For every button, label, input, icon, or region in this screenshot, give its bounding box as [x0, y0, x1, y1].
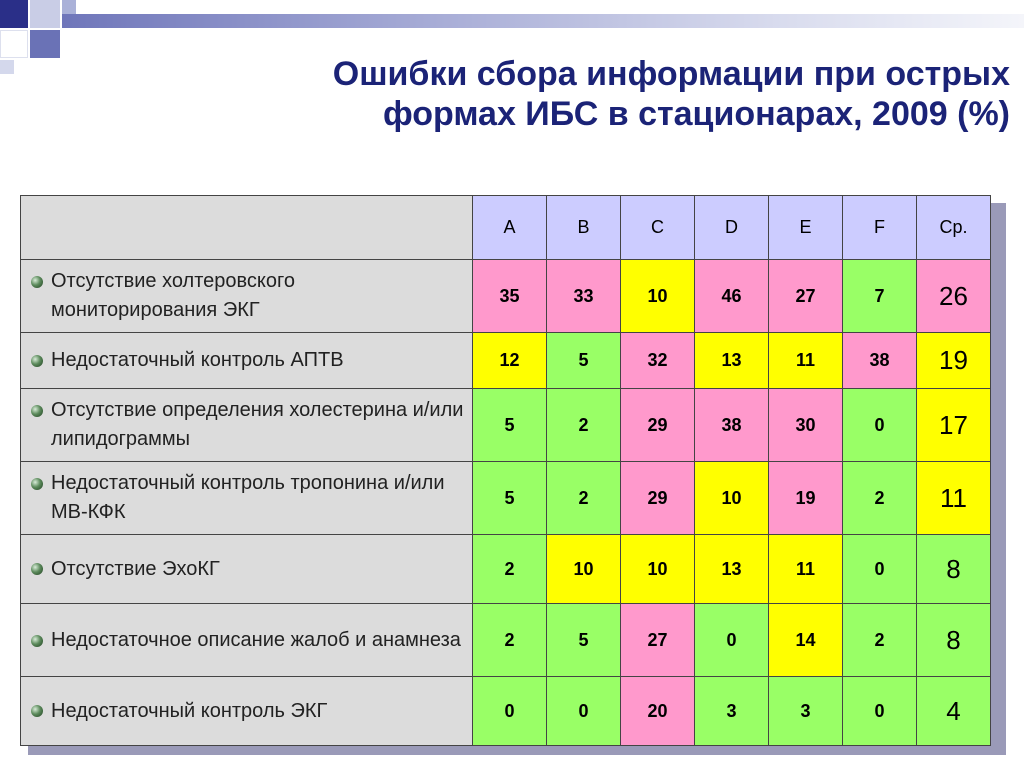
value-cell: 20 [621, 677, 695, 746]
value-cell: 0 [473, 677, 547, 746]
title-line-2: формах ИБС в стационарах, 2009 (%) [382, 95, 1010, 133]
bullet-icon [31, 355, 43, 367]
table-row [21, 333, 991, 389]
row-label: Недостаточный контроль АПТВ [51, 349, 344, 371]
value-cell: 3 [769, 677, 843, 746]
average-cell: 11 [917, 462, 991, 535]
value-cell: 10 [621, 535, 695, 604]
value-cell: 2 [547, 462, 621, 535]
value-cell: 11 [769, 333, 843, 389]
value-cell: 3 [695, 677, 769, 746]
column-header: F [843, 196, 917, 260]
column-header: Ср. [917, 196, 991, 260]
table-container [20, 195, 991, 746]
row-label: Отсутствие определения холестерина и/или липидограммы [51, 399, 464, 450]
value-cell: 0 [695, 604, 769, 677]
column-header: B [547, 196, 621, 260]
bullet-icon [31, 478, 43, 490]
row-label: Недостаточное описание жалоб и анамнеза [51, 628, 461, 651]
value-cell: 2 [473, 604, 547, 677]
row-label-cell [21, 677, 473, 746]
value-cell: 7 [843, 260, 917, 333]
table-row [21, 535, 991, 604]
header-corner-cell [21, 196, 473, 260]
row-label: Отсутствие ЭхоКГ [51, 557, 220, 580]
column-header: E [769, 196, 843, 260]
data-table [20, 195, 991, 746]
value-cell: 30 [769, 389, 843, 462]
value-cell: 5 [547, 604, 621, 677]
average-cell: 8 [917, 535, 991, 604]
decor-square [30, 30, 60, 58]
value-cell: 0 [547, 677, 621, 746]
value-cell: 27 [769, 260, 843, 333]
value-cell: 35 [473, 260, 547, 333]
value-cell: 19 [769, 462, 843, 535]
row-label-cell [21, 462, 473, 535]
table-row [21, 462, 991, 535]
row-label-cell [21, 535, 473, 604]
value-cell: 2 [843, 462, 917, 535]
decor-gradient-bar [62, 14, 1024, 28]
row-label-cell [21, 333, 473, 389]
table-body [21, 260, 991, 746]
value-cell: 12 [473, 333, 547, 389]
row-label: Недостаточный контроль ЭКГ [51, 699, 328, 722]
value-cell: 33 [547, 260, 621, 333]
value-cell: 27 [621, 604, 695, 677]
value-cell: 11 [769, 535, 843, 604]
value-cell: 29 [621, 389, 695, 462]
bullet-icon [31, 563, 43, 575]
row-label: Недостаточный контроль тропонина и/или МВ-КФК [51, 472, 445, 523]
row-label-cell [21, 604, 473, 677]
title-line-1: Ошибки сбора информации при острых [332, 55, 1010, 93]
decor-square [30, 0, 60, 28]
value-cell: 5 [473, 389, 547, 462]
value-cell: 2 [843, 604, 917, 677]
decor-square [62, 0, 76, 14]
average-cell: 26 [917, 260, 991, 333]
value-cell: 10 [621, 260, 695, 333]
value-cell: 13 [695, 333, 769, 389]
value-cell: 46 [695, 260, 769, 333]
value-cell: 2 [473, 535, 547, 604]
average-cell: 4 [917, 677, 991, 746]
table-header-row [21, 196, 991, 260]
table-row [21, 604, 991, 677]
value-cell: 10 [547, 535, 621, 604]
decor-square [0, 60, 14, 74]
value-cell: 10 [695, 462, 769, 535]
bullet-icon [31, 705, 43, 717]
row-label: Отсутствие холтеровского мониторирования ЭКГ [51, 270, 295, 321]
average-cell: 17 [917, 389, 991, 462]
bullet-icon [31, 405, 43, 417]
value-cell: 13 [695, 535, 769, 604]
average-cell: 8 [917, 604, 991, 677]
table-row [21, 260, 991, 333]
value-cell: 5 [473, 462, 547, 535]
page-title [333, 54, 1010, 134]
table-row [21, 389, 991, 462]
value-cell: 5 [547, 333, 621, 389]
row-label-cell [21, 260, 473, 333]
row-label-cell [21, 389, 473, 462]
value-cell: 0 [843, 535, 917, 604]
average-cell: 19 [917, 333, 991, 389]
value-cell: 0 [843, 389, 917, 462]
value-cell: 2 [547, 389, 621, 462]
value-cell: 29 [621, 462, 695, 535]
value-cell: 38 [843, 333, 917, 389]
decor-square [0, 0, 28, 28]
column-header: A [473, 196, 547, 260]
column-header: D [695, 196, 769, 260]
decor-square [0, 30, 28, 58]
value-cell: 32 [621, 333, 695, 389]
column-header: C [621, 196, 695, 260]
bullet-icon [31, 635, 43, 647]
value-cell: 38 [695, 389, 769, 462]
value-cell: 0 [843, 677, 917, 746]
table-row [21, 677, 991, 746]
value-cell: 14 [769, 604, 843, 677]
bullet-icon [31, 276, 43, 288]
